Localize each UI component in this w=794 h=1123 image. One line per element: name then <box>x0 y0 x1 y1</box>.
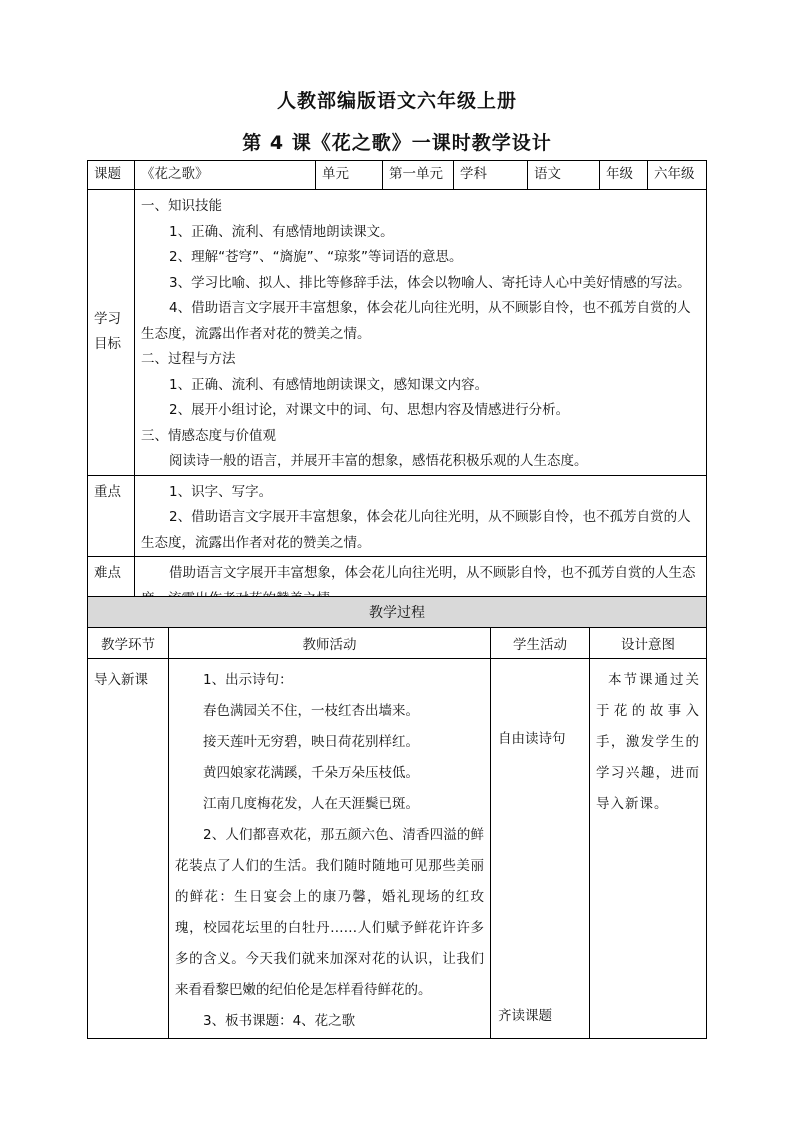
topic-label: 课题 <box>88 161 135 190</box>
goals-item: 4、借助语言文字展开丰富想象，体会花儿向往光明，从不顾影自怜，也不孤芳自赏的人生态度，流露出作者对花的赞美之情。 <box>141 300 691 342</box>
student-activity-read-title: 齐读课题 <box>498 1008 552 1024</box>
student-activity-read-poems: 自由读诗句 <box>498 731 566 747</box>
poem-line: 接天莲叶无穷碧，映日荷花别样红。 <box>203 734 419 750</box>
teacher-paragraph: 2、人们都喜欢花，那五颜六色、清香四溢的鲜花装点了人们的生活。我们随时随地可见那些美丽的鲜花：生日宴会上的康乃馨，婚礼现场的红玫瑰，校园花坛里的白牡丹……人们赋予鲜花许许多多的含义。今天我们就来加深对花的认识，让我们来看看黎巴嫩的纪伯伦是怎样看待鲜花的。 <box>175 827 484 998</box>
difficulty-text: 借助语言文字展开丰富想象，体会花儿向往光明，从不顾影自怜，也不孤芳自赏的人生态 <box>169 565 696 581</box>
goals-heading: 二、过程与方法 <box>141 351 236 367</box>
col-stage-header: 教学环节 <box>88 628 169 659</box>
goals-label: 学习目标 <box>94 311 121 353</box>
stage-name: 导入新课 <box>88 659 169 1039</box>
header-row <box>88 161 707 190</box>
intro-row <box>88 659 707 1039</box>
unit-label: 单元 <box>316 161 383 190</box>
key-point-item: 2、借助语言文字展开丰富想象，体会花儿向往光明，从不顾影自怜，也不孤芳自赏的人生态度，流露出作者对花的赞美之情。 <box>141 509 691 551</box>
goals-item: 2、展开小组讨论，对课文中的词、句、思想内容及情感进行分析。 <box>169 402 570 418</box>
goals-item: 阅读诗一般的语言，并展开丰富的想象，感悟花积极乐观的人生态度。 <box>169 453 588 469</box>
design-intent: 本节课通过关于花的故事入手，激发学生的学习兴趣，进而导入新课。 <box>590 659 707 1039</box>
document-subtitle: 第 4 课《花之歌》一课时教学设计 <box>242 132 552 154</box>
teacher-line: 1、出示诗句： <box>203 672 293 688</box>
col-teacher-header: 教师活动 <box>169 628 491 659</box>
poem-line: 江南几度梅花发，人在天涯鬓已斑。 <box>203 796 419 812</box>
goals-item: 3、学习比喻、拟人、排比等修辞手法，体会以物喻人、寄托诗人心中美好情感的写法。 <box>169 274 691 291</box>
col-student-header: 学生活动 <box>491 628 590 659</box>
topic-value: 《花之歌》 <box>135 161 316 190</box>
unit-value: 第一单元 <box>383 161 454 190</box>
poem-line: 春色满园关不住，一枝红杏出墙来。 <box>203 703 419 719</box>
teacher-line: 3、板书课题：4、花之歌 <box>203 1013 356 1029</box>
goals-row <box>88 190 707 476</box>
key-points-row <box>88 475 707 557</box>
key-point-item: 1、识字、写字。 <box>169 483 273 500</box>
goals-item: 2、理解“苍穹”、“旖旎”、“琼浆”等词语的意思。 <box>169 249 463 265</box>
key-points-label: 重点 <box>88 475 135 557</box>
goals-item: 1、正确、流利、有感情地朗读课文，感知课文内容。 <box>169 376 489 393</box>
teaching-process-table <box>87 596 707 1039</box>
process-section-title: 教学过程 <box>88 597 707 628</box>
goals-item: 1、正确、流利、有感情地朗读课文。 <box>169 223 394 240</box>
goals-heading: 一、知识技能 <box>141 198 222 214</box>
document-title: 人教部编版语文六年级上册 <box>276 90 517 112</box>
grade-label: 年级 <box>600 161 648 190</box>
col-intent-header: 设计意图 <box>590 628 707 659</box>
poem-line: 黄四娘家花满蹊，千朵万朵压枝低。 <box>203 765 419 781</box>
goals-heading: 三、情感态度与价值观 <box>141 427 276 444</box>
difficulty-label: 难点 <box>88 557 135 618</box>
lesson-info-table <box>87 160 707 618</box>
subject-label: 学科 <box>454 161 528 190</box>
grade-value: 六年级 <box>648 161 707 190</box>
subject-value: 语文 <box>528 161 600 190</box>
